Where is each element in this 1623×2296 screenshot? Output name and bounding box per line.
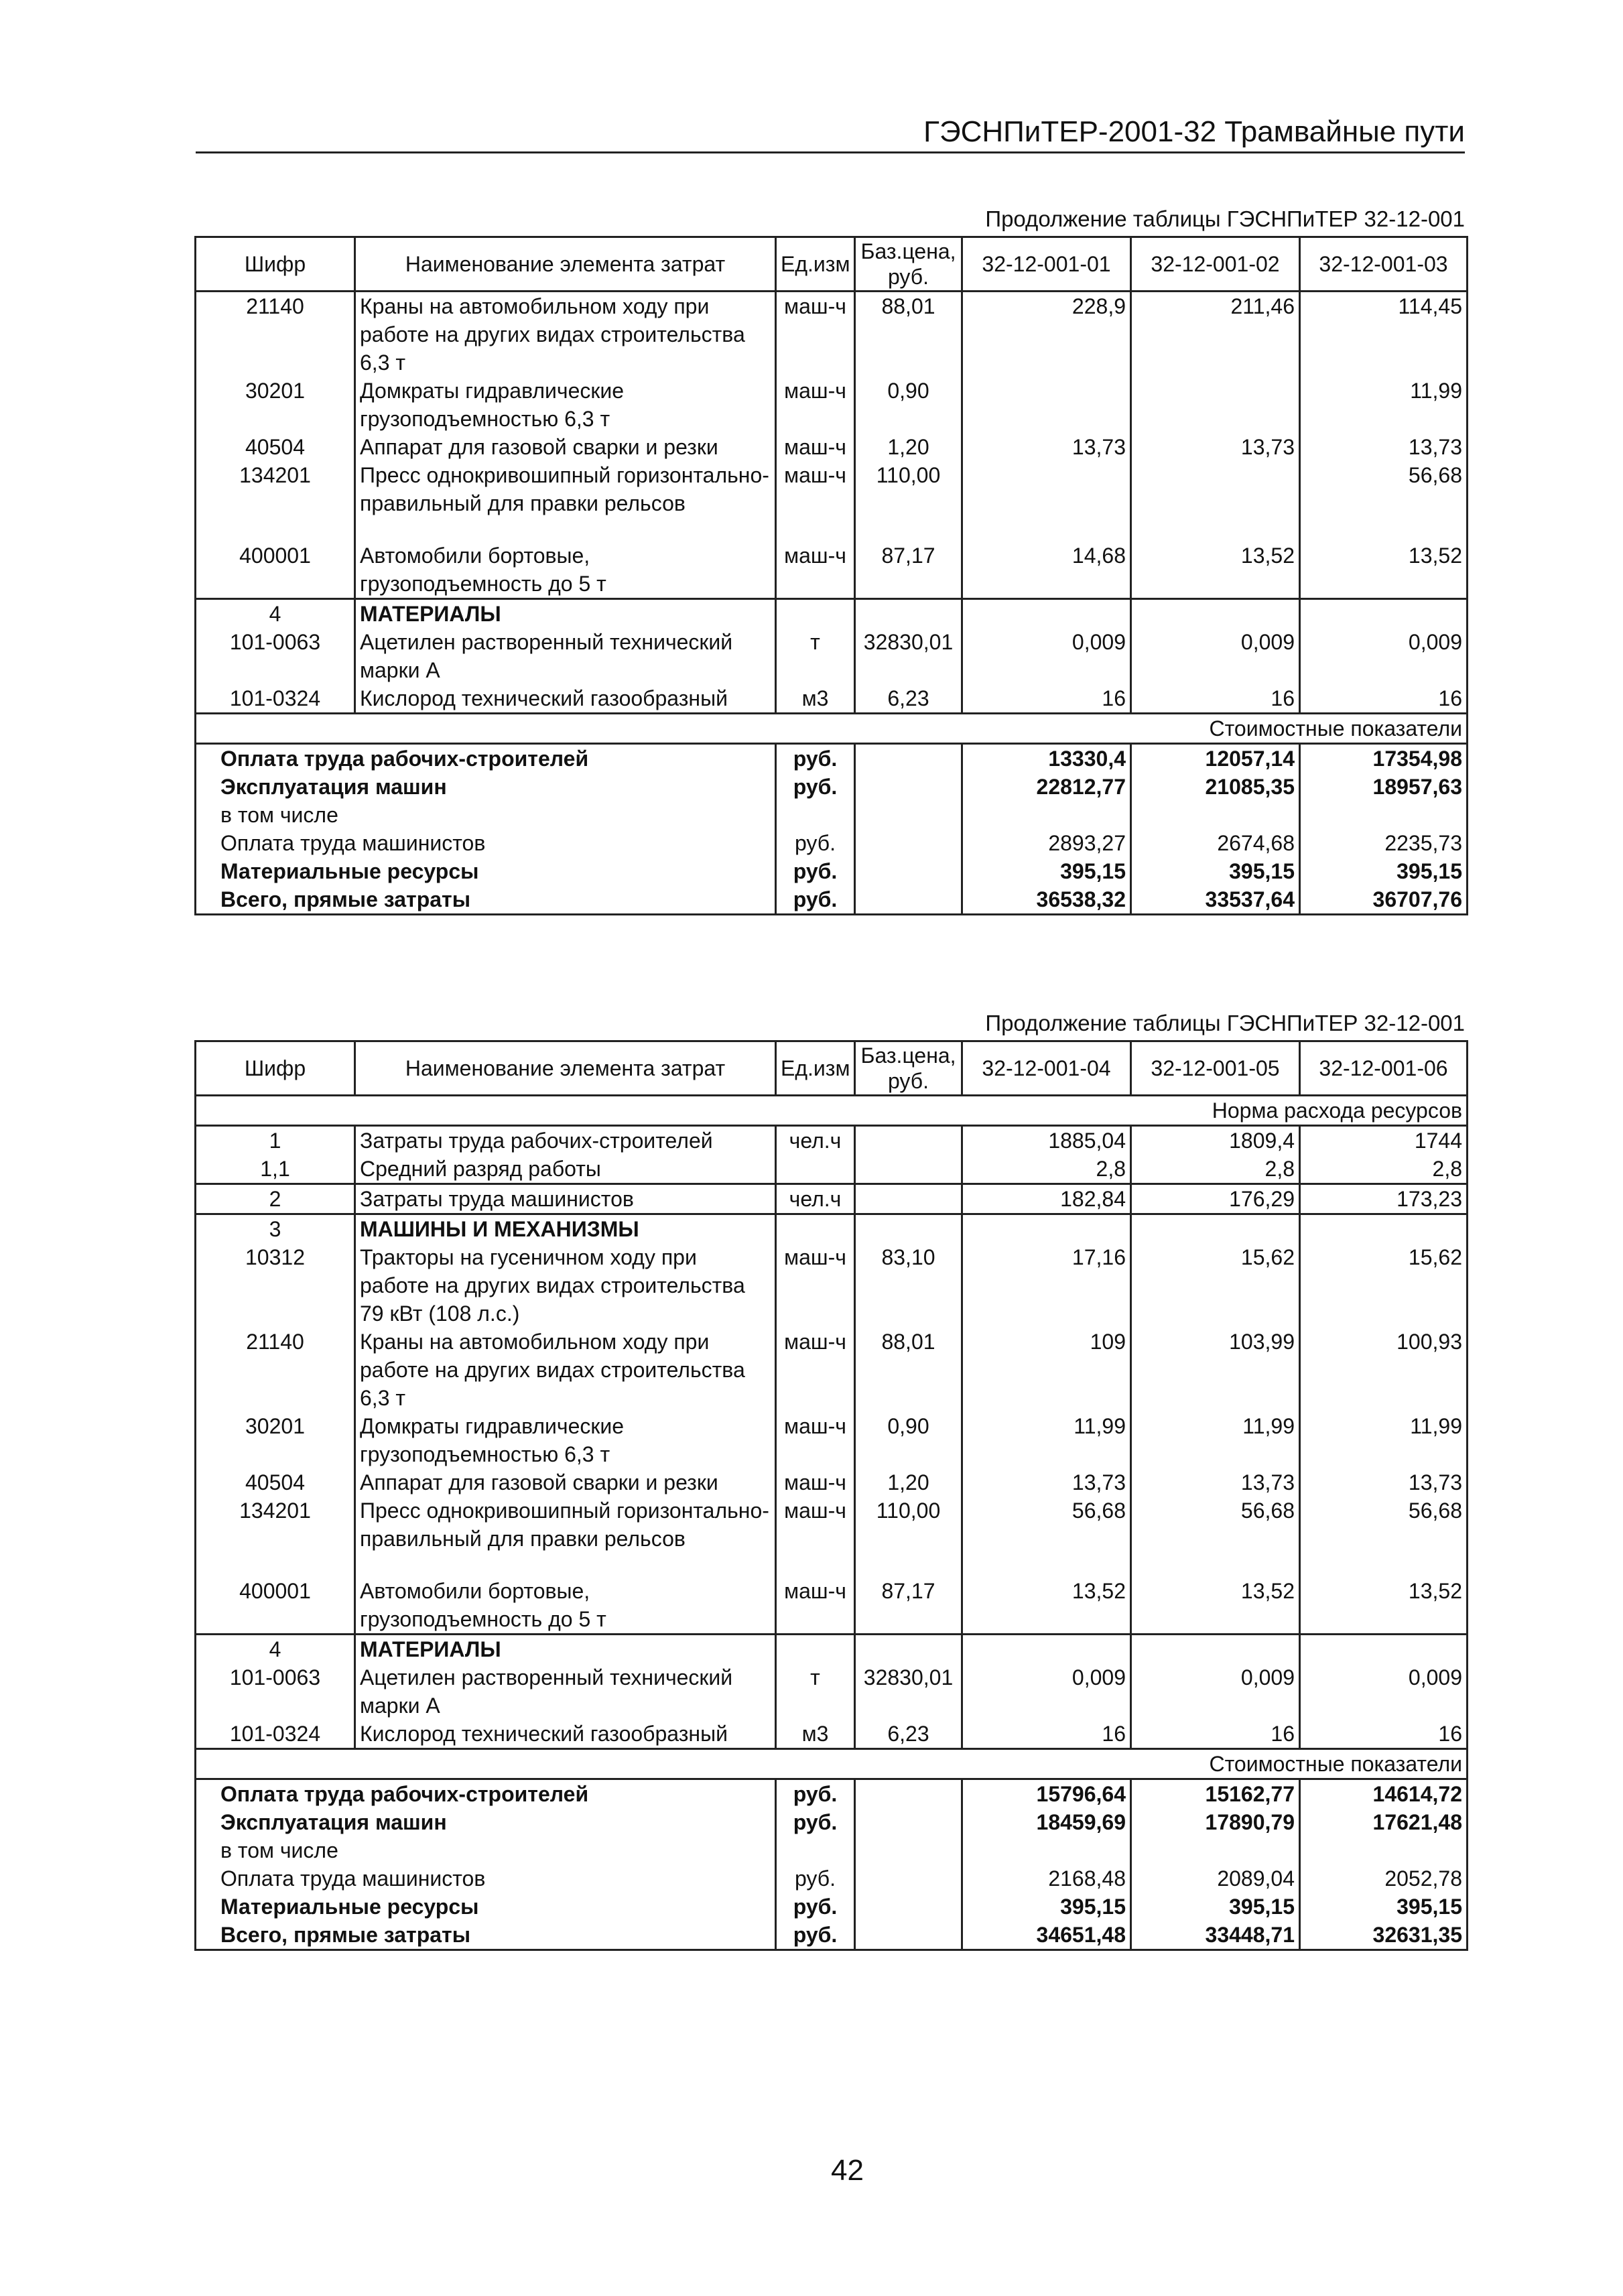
value-cell: 13,73 <box>1131 1468 1300 1496</box>
table-row <box>196 1663 1468 1720</box>
value-cell: 2235,73 <box>1300 829 1468 857</box>
price-cell <box>855 801 962 829</box>
code-cell: 3 <box>196 1214 355 1244</box>
cost-name-cell: Материальные ресурсы <box>220 859 479 883</box>
column-header: 32-12-001-02 <box>1131 237 1300 292</box>
value-cell: 395,15 <box>962 857 1131 885</box>
value-cell: 13,52 <box>1131 1577 1300 1635</box>
value-cell <box>1300 1214 1468 1244</box>
value-cell <box>962 377 1131 433</box>
price-cell <box>855 1864 962 1893</box>
header-rule <box>196 151 1465 153</box>
cost-row <box>196 1921 1468 1950</box>
cost-name-cell: Оплата труда рабочих-строителей <box>220 1782 589 1806</box>
value-cell: 56,68 <box>1300 1496 1468 1553</box>
value-cell: 21085,35 <box>1131 773 1300 801</box>
cost-name-cell: Эксплуатация машин <box>220 775 447 799</box>
value-cell: 0,009 <box>1131 1663 1300 1720</box>
unit-cell: маш-ч <box>776 1412 855 1468</box>
cost-row <box>196 1893 1468 1921</box>
norm-header-row <box>196 1096 1468 1126</box>
unit-cell: маш-ч <box>776 541 855 599</box>
cost-table-1 <box>194 236 1468 915</box>
code-cell: 2 <box>196 1184 355 1214</box>
unit-cell: руб. <box>776 885 855 915</box>
column-header: 32-12-001-03 <box>1300 237 1468 292</box>
spacer-cell <box>355 517 776 541</box>
column-header: Шифр <box>196 237 355 292</box>
value-cell: 182,84 <box>962 1184 1131 1214</box>
price-cell <box>855 1836 962 1864</box>
code-cell: 4 <box>196 1635 355 1664</box>
value-cell: 2089,04 <box>1131 1864 1300 1893</box>
value-cell: 18957,63 <box>1300 773 1468 801</box>
code-cell: 134201 <box>239 463 311 487</box>
table-row <box>196 1155 1468 1184</box>
value-cell: 17354,98 <box>1300 744 1468 773</box>
value-cell: 395,15 <box>1300 1893 1468 1921</box>
value-cell: 2893,27 <box>962 829 1131 857</box>
code-cell: 1 <box>269 1129 281 1153</box>
unit-cell: маш-ч <box>776 292 855 377</box>
name-cell: Автомобили бортовые, грузоподъемность до 5 т <box>355 541 776 599</box>
spacer-cell <box>196 517 355 541</box>
unit-cell: руб. <box>776 829 855 857</box>
value-cell: 16 <box>962 684 1131 714</box>
price-cell: 83,10 <box>855 1243 962 1328</box>
unit-cell: т <box>776 628 855 684</box>
column-header: Баз.цена, руб. <box>855 1041 962 1096</box>
price-cell <box>855 1808 962 1836</box>
value-cell: 56,68 <box>1300 461 1468 517</box>
cost-name-cell: Материальные ресурсы <box>220 1895 479 1919</box>
name-cell: Краны на автомобильном ходу при работе на других видах строительства 6,3 т <box>355 1328 776 1412</box>
column-header: Шифр <box>196 1041 355 1096</box>
value-cell: 56,68 <box>1131 1496 1300 1553</box>
value-cell <box>962 461 1131 517</box>
value-cell: 395,15 <box>962 1893 1131 1921</box>
price-cell: 110,00 <box>855 1496 962 1553</box>
value-cell: 13,52 <box>1131 541 1300 599</box>
value-cell: 228,9 <box>962 292 1131 377</box>
table1-body <box>196 292 1468 915</box>
code-cell: 101-0063 <box>229 1665 321 1689</box>
name-cell: МАШИНЫ И МЕХАНИЗМЫ <box>355 1214 776 1244</box>
cost-row <box>196 744 1468 773</box>
name-cell: Кислород технический газообразный <box>355 1720 776 1749</box>
column-header: Наименование элемента затрат <box>355 237 776 292</box>
value-cell: 1809,4 <box>1131 1126 1300 1155</box>
value-cell: 34651,48 <box>962 1921 1131 1950</box>
price-cell <box>855 773 962 801</box>
value-cell: 16 <box>1300 684 1468 714</box>
column-header: Баз.цена, руб. <box>855 237 962 292</box>
value-cell: 16 <box>1131 1720 1300 1749</box>
value-cell: 14614,72 <box>1300 1779 1468 1809</box>
value-cell: 16 <box>1131 684 1300 714</box>
name-cell: Автомобили бортовые, грузоподъемность до 5 т <box>355 1577 776 1635</box>
unit-cell: чел.ч <box>776 1126 855 1155</box>
spacer-cell <box>962 517 1131 541</box>
unit-cell: чел.ч <box>776 1184 855 1214</box>
unit-cell: руб. <box>776 1864 855 1893</box>
name-cell: Затраты труда машинистов <box>355 1184 776 1214</box>
value-cell: 176,29 <box>1131 1184 1300 1214</box>
price-cell: 110,00 <box>855 461 962 517</box>
cost-header: Стоимостные показатели <box>196 714 1468 744</box>
cost-name-cell: в том числе <box>220 1838 338 1862</box>
name-cell: МАТЕРИАЛЫ <box>355 599 776 629</box>
value-cell: 0,009 <box>1300 628 1468 684</box>
value-cell: 173,23 <box>1300 1184 1468 1214</box>
cost-row <box>196 885 1468 915</box>
cost-name-cell: в том числе <box>220 803 338 827</box>
page-number: 42 <box>831 2154 864 2187</box>
value-cell: 17,16 <box>962 1243 1131 1328</box>
table-row <box>196 1243 1468 1328</box>
price-cell <box>855 857 962 885</box>
unit-cell: т <box>776 1663 855 1720</box>
cost-header-row <box>196 1749 1468 1779</box>
cost-table-2 <box>194 1040 1468 1951</box>
name-cell: Затраты труда рабочих-строителей <box>355 1126 776 1155</box>
price-cell: 1,20 <box>855 1468 962 1496</box>
value-cell: 1885,04 <box>962 1126 1131 1155</box>
spacer-cell <box>962 1553 1131 1577</box>
code-cell: 30201 <box>245 1414 305 1438</box>
table-row <box>196 1412 1468 1468</box>
table-row <box>196 541 1468 599</box>
code-cell: 40504 <box>245 1470 305 1494</box>
price-cell <box>855 829 962 857</box>
code-cell: 101-0063 <box>229 630 321 654</box>
price-cell: 6,23 <box>855 1720 962 1749</box>
table-row <box>196 1468 1468 1496</box>
unit-cell <box>776 1155 855 1184</box>
value-cell: 17890,79 <box>1131 1808 1300 1836</box>
unit-cell: маш-ч <box>776 1496 855 1553</box>
value-cell: 395,15 <box>1131 857 1300 885</box>
name-cell: Домкраты гидравлические грузоподъемностью 6,3 т <box>355 1412 776 1468</box>
table-row <box>196 1328 1468 1412</box>
table1-header-row <box>196 237 1468 292</box>
value-cell: 36538,32 <box>962 885 1131 915</box>
spacer-row <box>196 517 1468 541</box>
column-header: 32-12-001-01 <box>962 237 1131 292</box>
cost-name-cell: Эксплуатация машин <box>220 1810 447 1834</box>
unit-cell: маш-ч <box>776 461 855 517</box>
unit-cell <box>776 1836 855 1864</box>
name-cell: Аппарат для газовой сварки и резки <box>355 433 776 461</box>
value-cell: 0,009 <box>962 1663 1131 1720</box>
unit-cell <box>776 599 855 629</box>
cost-header: Стоимостные показатели <box>196 1749 1468 1779</box>
price-cell: 88,01 <box>855 292 962 377</box>
name-cell: Ацетилен растворенный технический марки А <box>355 1663 776 1720</box>
name-cell: МАТЕРИАЛЫ <box>355 1635 776 1664</box>
table-row <box>196 461 1468 517</box>
unit-cell: маш-ч <box>776 377 855 433</box>
price-cell <box>855 1635 962 1664</box>
value-cell: 395,15 <box>1300 857 1468 885</box>
value-cell: 395,15 <box>1131 1893 1300 1921</box>
value-cell: 13,73 <box>1300 1468 1468 1496</box>
code-cell: 10312 <box>245 1245 305 1269</box>
value-cell: 15,62 <box>1300 1243 1468 1328</box>
price-cell <box>855 1184 962 1214</box>
value-cell: 11,99 <box>1300 1412 1468 1468</box>
value-cell: 114,45 <box>1300 292 1468 377</box>
name-cell: Кислород технический газообразный <box>355 684 776 714</box>
price-cell <box>855 744 962 773</box>
unit-cell: м3 <box>776 1720 855 1749</box>
column-header: 32-12-001-04 <box>962 1041 1131 1096</box>
value-cell: 11,99 <box>962 1412 1131 1468</box>
spacer-cell <box>196 1553 355 1577</box>
value-cell <box>962 599 1131 629</box>
code-cell: 1,1 <box>260 1157 290 1181</box>
value-cell: 36707,76 <box>1300 885 1468 915</box>
table-row <box>196 684 1468 714</box>
cost-row <box>196 773 1468 801</box>
spacer-cell <box>776 1553 855 1577</box>
table-row <box>196 1496 1468 1553</box>
value-cell: 2168,48 <box>962 1864 1131 1893</box>
code-cell: 4 <box>196 599 355 629</box>
unit-cell: маш-ч <box>776 433 855 461</box>
value-cell: 13,73 <box>962 433 1131 461</box>
value-cell: 56,68 <box>962 1496 1131 1553</box>
value-cell: 2674,68 <box>1131 829 1300 857</box>
table2-caption: Продолжение таблицы ГЭСНПиТЕР 32-12-001 <box>985 1011 1465 1035</box>
table-row <box>196 292 1468 377</box>
price-cell: 87,17 <box>855 1577 962 1635</box>
cost-row <box>196 1836 1468 1864</box>
value-cell: 0,009 <box>1131 628 1300 684</box>
value-cell <box>1300 1836 1468 1864</box>
value-cell: 211,46 <box>1131 292 1300 377</box>
name-cell: Пресс однокривошипный горизонтально-правильный для правки рельсов <box>355 461 776 517</box>
value-cell: 13,52 <box>1300 541 1468 599</box>
value-cell: 22812,77 <box>962 773 1131 801</box>
value-cell <box>1131 377 1300 433</box>
price-cell <box>855 885 962 915</box>
price-cell: 0,90 <box>855 1412 962 1468</box>
name-cell: Средний разряд работы <box>355 1155 776 1184</box>
value-cell: 13,73 <box>1131 433 1300 461</box>
price-cell: 1,20 <box>855 433 962 461</box>
unit-cell: маш-ч <box>776 1468 855 1496</box>
name-cell: Ацетилен растворенный технический марки А <box>355 628 776 684</box>
code-cell: 40504 <box>245 435 305 459</box>
value-cell <box>962 1635 1131 1664</box>
value-cell <box>1300 801 1468 829</box>
spacer-cell <box>855 517 962 541</box>
name-cell: Тракторы на гусеничном ходу при работе на других видах строительства 79 кВт (108 л.с.) <box>355 1243 776 1328</box>
table1-caption: Продолжение таблицы ГЭСНПиТЕР 32-12-001 <box>985 206 1465 231</box>
value-cell: 11,99 <box>1131 1412 1300 1468</box>
column-header: Ед.изм <box>776 1041 855 1096</box>
value-cell <box>1131 801 1300 829</box>
name-cell: Домкраты гидравлические грузоподъемностью 6,3 т <box>355 377 776 433</box>
price-cell: 0,90 <box>855 377 962 433</box>
spacer-cell <box>1131 517 1300 541</box>
price-cell <box>855 599 962 629</box>
unit-cell <box>776 1214 855 1244</box>
value-cell <box>1131 599 1300 629</box>
value-cell: 15796,64 <box>962 1779 1131 1809</box>
price-cell: 6,23 <box>855 684 962 714</box>
price-cell <box>855 1893 962 1921</box>
price-cell <box>855 1921 962 1950</box>
price-cell: 87,17 <box>855 541 962 599</box>
value-cell: 12057,14 <box>1131 744 1300 773</box>
code-cell: 400001 <box>239 544 311 568</box>
name-cell: Аппарат для газовой сварки и резки <box>355 1468 776 1496</box>
code-cell: 400001 <box>239 1579 311 1603</box>
table-row <box>196 377 1468 433</box>
value-cell: 32631,35 <box>1300 1921 1468 1950</box>
cost-row <box>196 829 1468 857</box>
value-cell <box>1131 461 1300 517</box>
unit-cell: руб. <box>776 744 855 773</box>
value-cell <box>962 1836 1131 1864</box>
value-cell: 11,99 <box>1300 377 1468 433</box>
column-header: Ед.изм <box>776 237 855 292</box>
unit-cell: руб. <box>776 1779 855 1809</box>
price-cell <box>855 1155 962 1184</box>
value-cell: 14,68 <box>962 541 1131 599</box>
unit-cell: руб. <box>776 1921 855 1950</box>
value-cell: 2052,78 <box>1300 1864 1468 1893</box>
value-cell: 13,73 <box>1300 433 1468 461</box>
unit-cell: м3 <box>776 684 855 714</box>
value-cell: 33448,71 <box>1131 1921 1300 1950</box>
spacer-cell <box>776 517 855 541</box>
value-cell <box>1131 1214 1300 1244</box>
value-cell <box>962 801 1131 829</box>
spacer-cell <box>855 1553 962 1577</box>
value-cell: 18459,69 <box>962 1808 1131 1836</box>
norm-header: Норма расхода ресурсов <box>196 1096 1468 1126</box>
value-cell: 16 <box>1300 1720 1468 1749</box>
value-cell: 2,8 <box>1300 1155 1468 1184</box>
code-cell: 101-0324 <box>229 1722 321 1746</box>
code-cell: 134201 <box>239 1498 311 1523</box>
value-cell: 16 <box>962 1720 1131 1749</box>
table-row <box>196 1126 1468 1155</box>
value-cell <box>1300 599 1468 629</box>
value-cell: 0,009 <box>962 628 1131 684</box>
unit-cell: руб. <box>776 1808 855 1836</box>
value-cell: 17621,48 <box>1300 1808 1468 1836</box>
value-cell: 100,93 <box>1300 1328 1468 1412</box>
table-row <box>196 1214 1468 1244</box>
value-cell: 13330,4 <box>962 744 1131 773</box>
cost-header-row <box>196 714 1468 744</box>
price-cell: 32830,01 <box>855 1663 962 1720</box>
unit-cell <box>776 801 855 829</box>
spacer-cell <box>1131 1553 1300 1577</box>
value-cell: 0,009 <box>1300 1663 1468 1720</box>
name-cell: Краны на автомобильном ходу при работе на других видах строительства 6,3 т <box>355 292 776 377</box>
price-cell: 32830,01 <box>855 628 962 684</box>
price-cell <box>855 1779 962 1809</box>
unit-cell: маш-ч <box>776 1328 855 1412</box>
code-cell: 21140 <box>246 1330 304 1354</box>
value-cell: 2,8 <box>962 1155 1131 1184</box>
unit-cell: руб. <box>776 857 855 885</box>
table-row <box>196 628 1468 684</box>
cost-name-cell: Оплата труда машинистов <box>220 1866 486 1891</box>
cost-name-cell: Оплата труда рабочих-строителей <box>220 747 589 771</box>
value-cell: 109 <box>962 1328 1131 1412</box>
code-cell: 21140 <box>246 294 304 318</box>
spacer-row <box>196 1553 1468 1577</box>
name-cell: Пресс однокривошипный горизонтально-правильный для правки рельсов <box>355 1496 776 1553</box>
spacer-cell <box>1300 517 1468 541</box>
column-header: 32-12-001-05 <box>1131 1041 1300 1096</box>
value-cell: 15162,77 <box>1131 1779 1300 1809</box>
code-cell: 101-0324 <box>229 686 321 710</box>
table-row <box>196 599 1468 629</box>
table2-body <box>196 1096 1468 1950</box>
cost-name-cell: Оплата труда машинистов <box>220 831 486 855</box>
table2-header-row <box>196 1041 1468 1096</box>
cost-row <box>196 1779 1468 1809</box>
value-cell: 33537,64 <box>1131 885 1300 915</box>
value-cell <box>1131 1836 1300 1864</box>
column-header: 32-12-001-06 <box>1300 1041 1468 1096</box>
table-row <box>196 433 1468 461</box>
spacer-cell <box>355 1553 776 1577</box>
cost-row <box>196 1808 1468 1836</box>
unit-cell: руб. <box>776 773 855 801</box>
unit-cell: маш-ч <box>776 1577 855 1635</box>
price-cell <box>855 1214 962 1244</box>
value-cell <box>1300 1635 1468 1664</box>
price-cell: 88,01 <box>855 1328 962 1412</box>
value-cell: 13,52 <box>1300 1577 1468 1635</box>
cost-row <box>196 801 1468 829</box>
cost-row <box>196 857 1468 885</box>
cost-row <box>196 1864 1468 1893</box>
unit-cell <box>776 1635 855 1664</box>
value-cell: 103,99 <box>1131 1328 1300 1412</box>
unit-cell: руб. <box>776 1893 855 1921</box>
value-cell: 1744 <box>1300 1126 1468 1155</box>
table-row <box>196 1720 1468 1749</box>
running-header: ГЭСНПиТЕР-2001-32 Трамвайные пути <box>923 115 1465 148</box>
table-row <box>196 1577 1468 1635</box>
table-row <box>196 1635 1468 1664</box>
table-row <box>196 1184 1468 1214</box>
unit-cell: маш-ч <box>776 1243 855 1328</box>
value-cell: 2,8 <box>1131 1155 1300 1184</box>
cost-name-cell: Всего, прямые затраты <box>220 1923 471 1947</box>
value-cell: 13,52 <box>962 1577 1131 1635</box>
value-cell <box>962 1214 1131 1244</box>
column-header: Наименование элемента затрат <box>355 1041 776 1096</box>
code-cell: 30201 <box>245 379 305 403</box>
value-cell: 13,73 <box>962 1468 1131 1496</box>
value-cell: 15,62 <box>1131 1243 1300 1328</box>
cost-name-cell: Всего, прямые затраты <box>220 887 471 911</box>
spacer-cell <box>1300 1553 1468 1577</box>
price-cell <box>855 1126 962 1155</box>
value-cell <box>1131 1635 1300 1664</box>
